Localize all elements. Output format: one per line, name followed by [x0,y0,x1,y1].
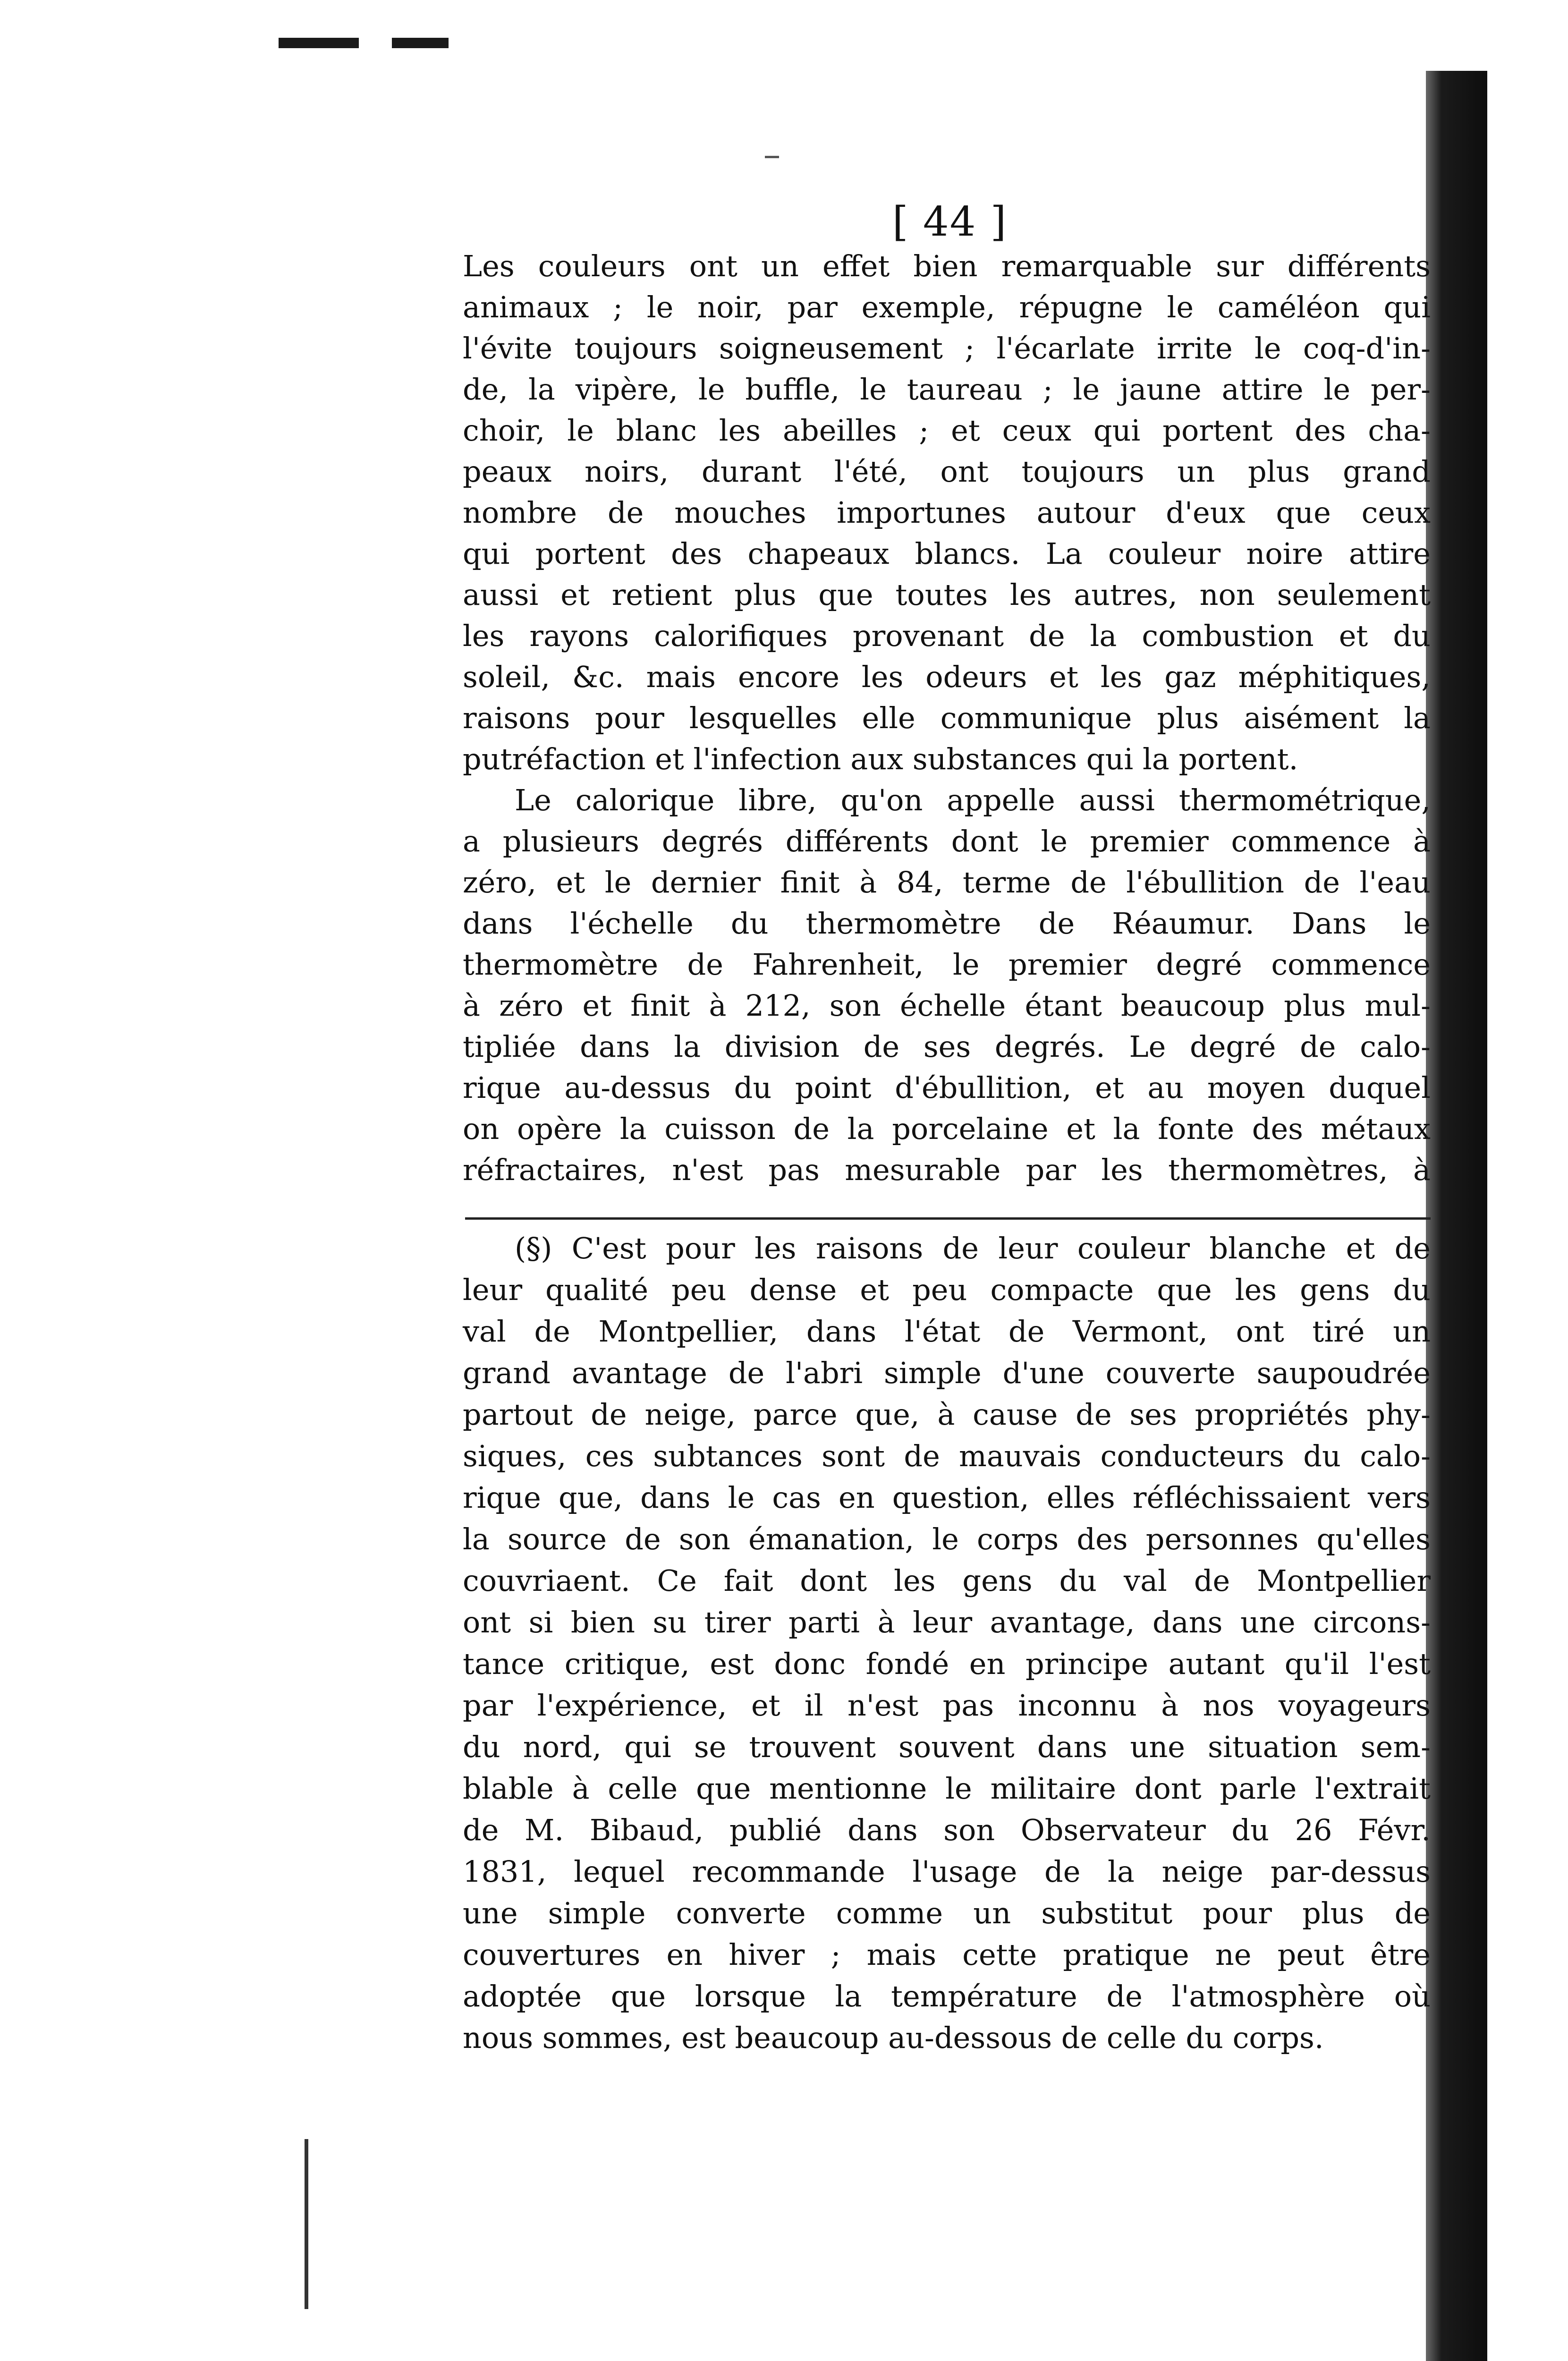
footnote-line: blable à celle que mentionne le militaire dont parle l'extrait [463,1771,1431,1806]
text-line: thermomètre de Fahrenheit, le premier degré commence [463,947,1431,982]
text-line: dans l'échelle du thermomètre de Réaumur. Dans le [463,906,1431,941]
page-number: [ 44 ] [892,198,1008,246]
text-line: réfractaires, n'est pas mesurable par les thermomètres, à [463,1153,1431,1187]
text-line: nombre de mouches importunes autour d'eux que ceux [463,495,1431,530]
text-line: l'évite toujours soigneusement ; l'écarlate irrite le coq-d'in- [463,331,1431,365]
text-line: aussi et retient plus que toutes les autres, non seulement [463,578,1431,612]
footnote-line: tance critique, est donc fondé en principe autant qu'il l'est [463,1647,1431,1681]
footnote-line: siques, ces subtances sont de mauvais conducteurs du calo- [463,1439,1431,1473]
footnote-line: couvertures en hiver ; mais cette pratique ne peut être [463,1937,1431,1972]
text-line: raisons pour lesquelles elle communique plus aisément la [463,701,1431,735]
text-line: putréfaction et l'infection aux substances qui la portent. [463,742,1298,776]
footnote-line: par l'expérience, et il n'est pas inconnu à nos voyageurs [463,1688,1431,1723]
footnote-line: (§) C'est pour les raisons de leur couleur blanche et de [515,1231,1431,1265]
footnote-line: ont si bien su tirer parti à leur avantage, dans une circons- [463,1605,1431,1639]
footnote-line: val de Montpellier, dans l'état de Vermont, ont tiré un [463,1314,1431,1349]
text-line: tipliée dans la division de ses degrés. Le degré de calo- [463,1029,1431,1064]
text-line: choir, le blanc les abeilles ; et ceux qui portent des cha- [463,413,1431,448]
text-line: rique au-dessus du point d'ébullition, et au moyen duquel [463,1070,1431,1105]
footnote-line: leur qualité peu dense et peu compacte que les gens du [463,1273,1431,1307]
footnote-separator [465,1217,1431,1220]
footnote-line: couvriaent. Ce fait dont les gens du val de Montpellier [463,1563,1431,1598]
footnote-line: adoptée que lorsque la température de l'atmosphère où [463,1979,1431,2013]
footnote-line: grand avantage de l'abri simple d'une couverte saupoudrée [463,1356,1431,1390]
footnote-line: une simple converte comme un substitut pour plus de [463,1896,1431,1930]
binding-edge [1426,71,1487,2361]
scan-mark [392,38,449,48]
text-line: animaux ; le noir, par exemple, répugne le caméléon qui [463,290,1431,324]
scan-mark [279,38,359,48]
text-line: on opère la cuisson de la porcelaine et la fonte des métaux [463,1112,1431,1146]
text-line: les rayons calorifiques provenant de la combustion et du [463,619,1431,653]
text-line: soleil, &c. mais encore les odeurs et les gaz méphitiques, [463,660,1431,694]
text-line: qui portent des chapeaux blancs. La couleur noire attire [463,536,1431,571]
margin-mark [305,2139,308,2309]
footnote-line: de M. Bibaud, publié dans son Observateur du 26 Févr. [463,1813,1431,1847]
footnote [463,1228,1431,2059]
footnote-line: la source de son émanation, le corps des personnes qu'elles [463,1522,1431,1556]
footnote-line: partout de neige, parce que, à cause de ses propriétés phy- [463,1397,1431,1432]
text-line: à zéro et finit à 212, son échelle étant beaucoup plus mul- [463,988,1431,1023]
text-line: Le calorique libre, qu'on appelle aussi thermométrique, [515,783,1431,817]
text-line: a plusieurs degrés différents dont le premier commence à [463,824,1431,858]
text-line: de, la vipère, le buffle, le taureau ; le jaune attire le per- [463,372,1431,407]
text-line: Les couleurs ont un effet bien remarquable sur différents [463,249,1431,283]
footnote-line: nous sommes, est beaucoup au-dessous de celle du corps. [463,2021,1324,2055]
text-line: peaux noirs, durant l'été, ont toujours un plus grand [463,454,1431,489]
scan-dash [765,156,779,158]
body-text [463,246,1431,1190]
footnote-line: 1831, lequel recommande l'usage de la neige par-dessus [463,1854,1431,1889]
footnote-line: rique que, dans le cas en question, elles réfléchissaient vers [463,1480,1431,1515]
footnote-line: du nord, qui se trouvent souvent dans une situation sem- [463,1730,1431,1764]
text-line: zéro, et le dernier finit à 84, terme de l'ébullition de l'eau [463,865,1431,900]
